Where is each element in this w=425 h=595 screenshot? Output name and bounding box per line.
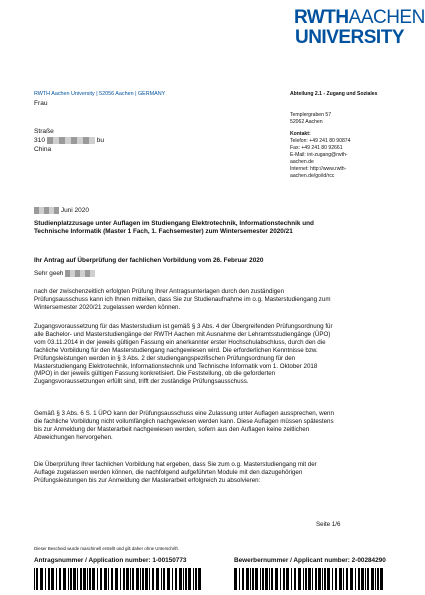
- rwth-logo: [294, 7, 425, 54]
- barcode-bar: [283, 568, 285, 590]
- barcode-bar: [63, 568, 66, 590]
- contact-heading-text: Kontakt:: [290, 131, 311, 137]
- address-line-2: 52062 Aachen: [290, 119, 323, 125]
- barcode-bar: [291, 568, 292, 590]
- applicant-barcode: [234, 568, 384, 590]
- barcode-bar: [161, 568, 162, 590]
- barcode-bar: [188, 568, 191, 590]
- page-number: Seite 1/6: [316, 521, 341, 528]
- redaction-block: [89, 137, 95, 144]
- barcode-bar: [195, 568, 197, 590]
- barcode-bar: [77, 568, 78, 590]
- barcode-bar: [269, 568, 270, 590]
- barcode-bar: [172, 568, 173, 590]
- barcode-bar: [246, 568, 249, 590]
- barcode-bar: [198, 568, 201, 590]
- barcode-bar: [167, 568, 170, 590]
- barcode-bar: [262, 568, 264, 590]
- barcode-bar: [152, 568, 154, 590]
- body-paragraph-3: Gemäß § 3 Abs. 6 S. 1 ÜPO kann der Prüfungsausschuss eine Zulassung unter Auflagen aussprechen, wenn die fachliche Vorbildung nicht vollumfänglich nachgewiesen werden kann. Diese Auflagen müssen spätestens bis zur Anmeldung der Masterarbeit nachgewiesen werden, sofern aus den Auflagen keine zeitlichen Abweichungen hervorgehen.: [34, 410, 334, 441]
- barcode-bar: [89, 568, 91, 590]
- recipient-salutation: Frau: [34, 100, 48, 107]
- disclaimer: Dieser Bescheid wurde maschinell erstellt und gilt daher ohne Unterschrift.: [34, 546, 179, 551]
- redaction-block: [54, 207, 59, 214]
- barcode-bar: [322, 568, 323, 590]
- body-paragraph-1: nach der zwischenzeitlich erfolgten Prüfung Ihrer Antragsunterlagen durch den zuständigen Prüfungsausschuss kann ich Ihnen mitteilen, dass Sie zur Studienaufnahme im o.g. Masterstudiengang zum Wintersemester 2020/21 zugelassen werden können.: [34, 288, 331, 311]
- barcode-bar: [250, 568, 251, 590]
- barcode-bar: [242, 568, 244, 590]
- barcode-bar: [185, 568, 187, 590]
- barcode-bar: [367, 568, 369, 590]
- barcode-bar: [234, 568, 237, 590]
- barcode-bar: [303, 568, 304, 590]
- barcode-bar: [140, 568, 141, 590]
- barcode-bar: [255, 568, 258, 590]
- greeting: [34, 270, 95, 277]
- barcode-bar: [83, 568, 86, 590]
- barcode-bar: [365, 568, 366, 590]
- barcode-bar: [45, 568, 46, 590]
- barcode-bar: [298, 568, 301, 590]
- barcode-bar: [80, 568, 82, 590]
- logo-university: UNIVERSITY: [294, 27, 404, 48]
- barcode-bar: [87, 568, 88, 590]
- barcode-bar: [318, 568, 321, 590]
- logo-aachen: AACHEN: [348, 7, 425, 28]
- barcode-bar: [130, 568, 131, 590]
- barcode-bar: [68, 568, 69, 590]
- barcode-bar: [315, 568, 317, 590]
- barcode-bar: [371, 568, 374, 590]
- department-name: [290, 91, 390, 98]
- barcode-bar: [123, 568, 125, 590]
- barcode-bar: [294, 568, 296, 590]
- barcode-bar: [312, 568, 313, 590]
- barcode-bar: [40, 568, 43, 590]
- barcode-bar: [377, 568, 379, 590]
- barcode-bar: [286, 568, 289, 590]
- applicant-number: Bewerbernummer / Applicant number: 2-00284290: [234, 557, 386, 564]
- barcode-bar: [355, 568, 356, 590]
- barcode-bar: [56, 568, 57, 590]
- barcode-bar: [111, 568, 113, 590]
- barcode-bar: [145, 568, 148, 590]
- barcode-bar: [120, 568, 121, 590]
- barcode-bar: [275, 568, 278, 590]
- barcode-bar: [104, 568, 107, 590]
- application-number: Antragsnummer / Application number: 1-00150773: [34, 557, 187, 564]
- barcode-bar: [183, 568, 184, 590]
- barcode-bar: [339, 568, 342, 590]
- barcode-bar: [193, 568, 194, 590]
- barcode-bar: [34, 568, 35, 590]
- recipient-postcode: 310: [34, 137, 46, 144]
- barcode-bar: [252, 568, 254, 590]
- barcode-bar: [48, 568, 50, 590]
- body-paragraph-4: Die Überprüfung Ihrer fachlichen Vorbildung hat ergeben, dass Sie zum o.g. Masterstudiengang mit der Auflage zugelassen werden können, die nachfolgend aufgeführten Module mit den dazugehörigen Prüfungsleistungen bis zur Anmeldung der Masterarbeit erfolgreich zu absolvieren:: [34, 461, 317, 484]
- internet-link[interactable]: Internet: http://www.rwth-aachen.de/go/id/rcc: [290, 166, 347, 179]
- address-line-1: Templergraben 57: [290, 112, 332, 118]
- barcode-bar: [70, 568, 72, 590]
- date-text: Juni 2020: [60, 207, 90, 215]
- reference-line: Ihr Antrag auf Überprüfung der fachlichen Vorbildung vom 26. Februar 2020: [34, 257, 264, 264]
- barcode-bar: [343, 568, 344, 590]
- subject-line: Studienplatzzusage unter Auflagen im Studiengang Elektrotechnik, Informationstechnik und Technische Informatik (Master 1 Fach, 1. Fachsemester) zum Wintersemester 2020/21: [34, 220, 314, 236]
- barcode-bar: [332, 568, 333, 590]
- barcode-bar: [324, 568, 326, 590]
- barcode-bar: [346, 568, 348, 590]
- barcode-bar: [149, 568, 150, 590]
- barcode-bar: [361, 568, 364, 590]
- barcode-bar: [100, 568, 102, 590]
- barcode-bar: [126, 568, 129, 590]
- barcode-bar: [350, 568, 353, 590]
- department-text: Abteilung 2.1 - Zugang und Soziales: [290, 91, 378, 97]
- barcode-bar: [358, 568, 360, 590]
- sender-line: RWTH Aachen University | 52056 Aachen | GERMANY: [34, 91, 166, 97]
- barcode-bar: [280, 568, 281, 590]
- barcode-bar: [142, 568, 144, 590]
- barcode-bar: [308, 568, 311, 590]
- barcode-bar: [175, 568, 177, 590]
- redaction-block: [90, 270, 95, 277]
- barcode-bar: [132, 568, 134, 590]
- recipient-country: China: [34, 146, 52, 153]
- letter-date: [34, 207, 89, 214]
- fax-line: Fax: +49 241 80 92661: [290, 145, 343, 151]
- greeting-text: Sehr geeh: [34, 270, 64, 278]
- barcode-bar: [108, 568, 109, 590]
- contact-heading: [290, 131, 311, 138]
- barcode-bar: [260, 568, 261, 590]
- barcode-bar: [179, 568, 182, 590]
- barcode-bar: [136, 568, 139, 590]
- barcode-bar: [51, 568, 54, 590]
- barcode-bar: [163, 568, 165, 590]
- barcode-bar: [271, 568, 273, 590]
- recipient-city-line: [34, 136, 104, 145]
- logo-rwth: RWTH: [294, 7, 349, 28]
- barcode-bar: [156, 568, 159, 590]
- body-paragraph-2: Zugangsvoraussetzung für das Masterstudium ist gemäß § 3 Abs. 4 der Übergreifenden Prüfungsordnung für alle Bachelor- und Masterstudiengänge der RWTH Aachen mit Ausnahme der Lehramtsstudiengänge (ÜPO) vom 03.11.2014 in der jeweils gültigen Fassung ein anerkannter erster Hochschulabschluss, durch den die fachliche Vorbildung für den Masterstudiengang nachgewiesen wird. Die erforderlichen Kenntnisse bzw. Prüfungsleistungen werden in § 3 Abs. 2 der studiengangspezifischen Prüfungsordnung für den Masterstudiengang Elektrotechnik, Informationstechnik und Technische Informatik vom 1. Oktober 2018 (MPO) in der jeweils gültigen Fassung konkretisiert. Die Feststellung, ob die geforderten Zugangsvoraussetzungen erfüllt sind, trifft der zuständige Prüfungsausschuss.: [34, 323, 333, 386]
- barcode-bar: [239, 568, 240, 590]
- barcode-bar: [327, 568, 330, 590]
- phone-line: Telefon: +49 241 80 90874: [290, 138, 351, 144]
- barcode-bar: [73, 568, 76, 590]
- application-barcode: [34, 568, 204, 590]
- logo-line-1: [294, 7, 425, 28]
- barcode-bar: [380, 568, 383, 590]
- barcode-bar: [92, 568, 95, 590]
- barcode-bar: [375, 568, 376, 590]
- recipient-street: Straße: [34, 128, 54, 135]
- barcode-bar: [115, 568, 118, 590]
- email-link[interactable]: E-Mail: int-zugang@rwth-aachen.de: [290, 152, 348, 165]
- barcode-bar: [97, 568, 98, 590]
- barcode-bar: [36, 568, 38, 590]
- barcode-bar: [59, 568, 61, 590]
- barcode-bar: [265, 568, 268, 590]
- barcode-bar: [305, 568, 307, 590]
- recipient-city: bu: [96, 137, 105, 144]
- barcode-bar: [335, 568, 337, 590]
